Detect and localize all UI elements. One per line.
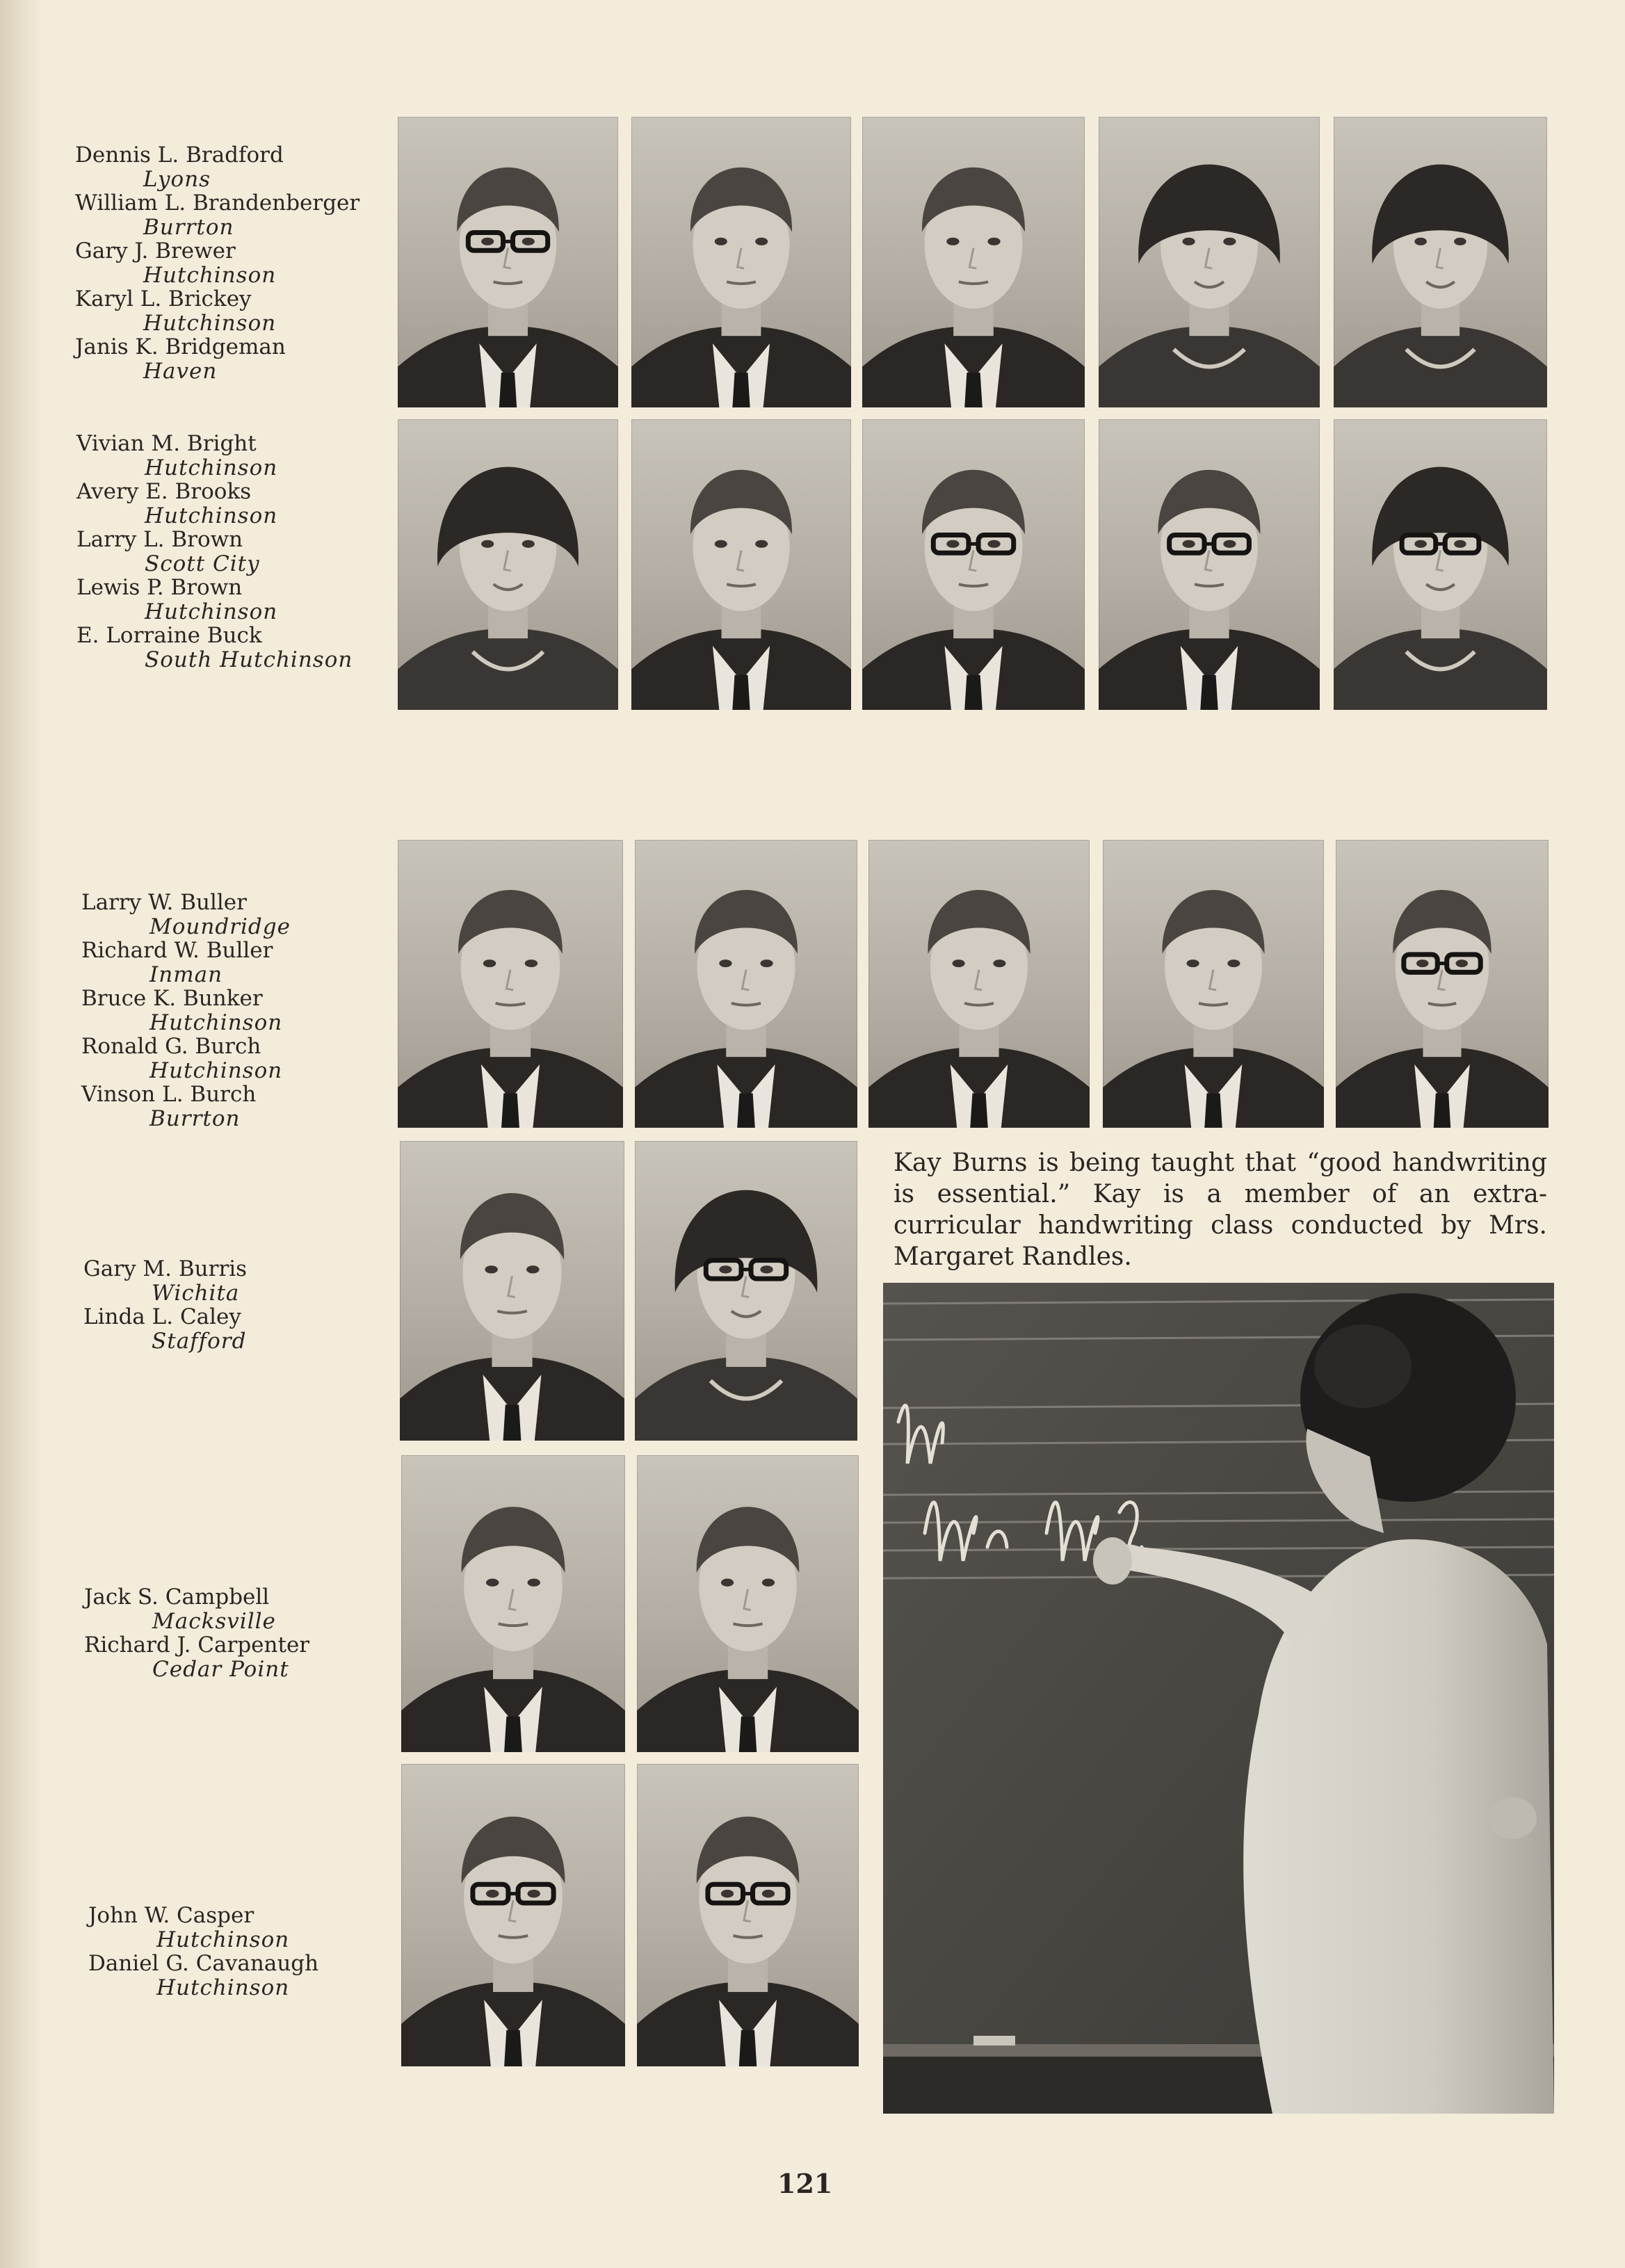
student-name: Jack S. Campbell <box>84 1585 270 1610</box>
student-name: Avery E. Brooks <box>76 479 252 504</box>
student-hometown: Stafford <box>152 1328 247 1354</box>
student-portrait-photo <box>637 1455 859 1752</box>
student-portrait-photo <box>631 419 851 710</box>
student-portrait-photo <box>862 117 1085 407</box>
student-portrait-photo <box>1099 419 1320 710</box>
student-name: Janis K. Bridgeman <box>75 334 286 359</box>
student-entry <box>83 1305 247 1353</box>
student-hometown: Burrton <box>149 1105 241 1131</box>
student-entry <box>75 143 359 191</box>
student-name: Larry W. Buller <box>81 890 247 915</box>
name-list-group-5 <box>84 1585 309 1681</box>
student-portrait-photo <box>401 1764 625 2066</box>
student-entry <box>76 576 353 624</box>
page-number: 121 <box>777 2168 833 2199</box>
student-hometown: Hutchinson <box>156 1975 290 2000</box>
student-portrait-photo <box>398 117 618 407</box>
student-hometown: Hutchinson <box>145 455 278 480</box>
student-name: Dennis L. Bradford <box>75 143 284 168</box>
name-list-group-6 <box>88 1904 318 2000</box>
student-name: Larry L. Brown <box>76 527 243 552</box>
name-list-group-4 <box>83 1257 247 1353</box>
student-portrait-photo <box>631 117 851 407</box>
student-name: Bruce K. Bunker <box>81 986 263 1011</box>
student-name: Vinson L. Burch <box>81 1082 257 1107</box>
student-name: Daniel G. Cavanaugh <box>88 1951 319 1976</box>
student-entry <box>81 1083 291 1131</box>
student-entry <box>88 1904 318 1952</box>
student-portrait-photo <box>398 840 623 1128</box>
student-name: Richard J. Carpenter <box>84 1633 310 1658</box>
student-portrait-photo <box>1099 117 1320 407</box>
student-hometown: Hutchinson <box>149 1058 283 1083</box>
student-portrait-photo <box>637 1764 859 2066</box>
student-portrait-photo <box>1334 419 1547 710</box>
name-list-group-2 <box>76 432 353 672</box>
student-entry <box>81 987 291 1035</box>
student-entry <box>88 1952 318 2000</box>
student-name: Richard W. Buller <box>81 938 273 963</box>
student-name: Vivian M. Bright <box>76 431 257 456</box>
student-hometown: Wichita <box>152 1280 240 1306</box>
student-portrait-photo <box>1334 117 1547 407</box>
student-hometown: Hutchinson <box>149 1010 283 1035</box>
student-hometown: Hutchinson <box>143 262 277 288</box>
student-entry <box>75 335 359 383</box>
student-entry <box>84 1585 309 1633</box>
name-list-group-1 <box>75 143 359 383</box>
student-entry <box>81 939 291 987</box>
student-entry <box>76 480 353 528</box>
student-portrait-photo <box>1103 840 1324 1128</box>
student-hometown: Scott City <box>145 551 260 576</box>
student-entry <box>75 239 359 287</box>
student-hometown: Hutchinson <box>145 599 278 624</box>
student-name: Gary M. Burris <box>83 1256 248 1281</box>
photo-caption: Kay Burns is being taught that “good handwriting is essential.” Kay is a member of an extra-curricular handwriting class conducted by Mrs. Margaret Randles. <box>894 1149 1547 1271</box>
student-hometown: Hutchinson <box>145 503 278 528</box>
student-entry <box>75 191 359 239</box>
student-name: E. Lorraine Buck <box>76 623 262 648</box>
student-hometown: Burrton <box>143 214 234 240</box>
student-name: Gary J. Brewer <box>75 238 236 264</box>
student-portrait-photo <box>1336 840 1549 1128</box>
student-hometown: Haven <box>143 358 218 384</box>
student-entry <box>84 1633 309 1681</box>
student-entry <box>81 1035 291 1083</box>
student-hometown: Inman <box>149 962 223 987</box>
student-hometown: South Hutchinson <box>145 647 353 672</box>
student-name: Karyl L. Brickey <box>75 286 252 311</box>
student-portrait-photo <box>635 840 857 1128</box>
student-name: Linda L. Caley <box>83 1304 241 1329</box>
student-entry <box>76 432 353 480</box>
name-list-group-3 <box>81 891 291 1131</box>
student-hometown: Lyons <box>143 166 211 192</box>
handwriting-class-photo <box>883 1283 1554 2114</box>
student-entry <box>75 287 359 335</box>
student-portrait-photo <box>400 1141 624 1441</box>
student-entry <box>76 624 353 672</box>
student-name: Lewis P. Brown <box>76 575 243 600</box>
student-portrait-photo <box>401 1455 625 1752</box>
student-entry <box>81 891 291 939</box>
student-name: William L. Brandenberger <box>75 191 360 216</box>
student-entry <box>83 1257 247 1305</box>
student-name: Ronald G. Burch <box>81 1034 261 1059</box>
student-hometown: Hutchinson <box>156 1927 290 1952</box>
student-portrait-photo <box>635 1141 857 1441</box>
student-hometown: Cedar Point <box>152 1656 289 1682</box>
student-portrait-photo <box>398 419 618 710</box>
student-hometown: Moundridge <box>149 914 291 939</box>
student-hometown: Hutchinson <box>143 310 277 336</box>
student-entry <box>76 528 353 576</box>
student-portrait-photo <box>868 840 1090 1128</box>
student-portrait-photo <box>862 419 1085 710</box>
student-name: John W. Casper <box>88 1903 254 1928</box>
page-binding-shadow <box>0 0 42 2268</box>
student-hometown: Macksville <box>152 1608 276 1634</box>
